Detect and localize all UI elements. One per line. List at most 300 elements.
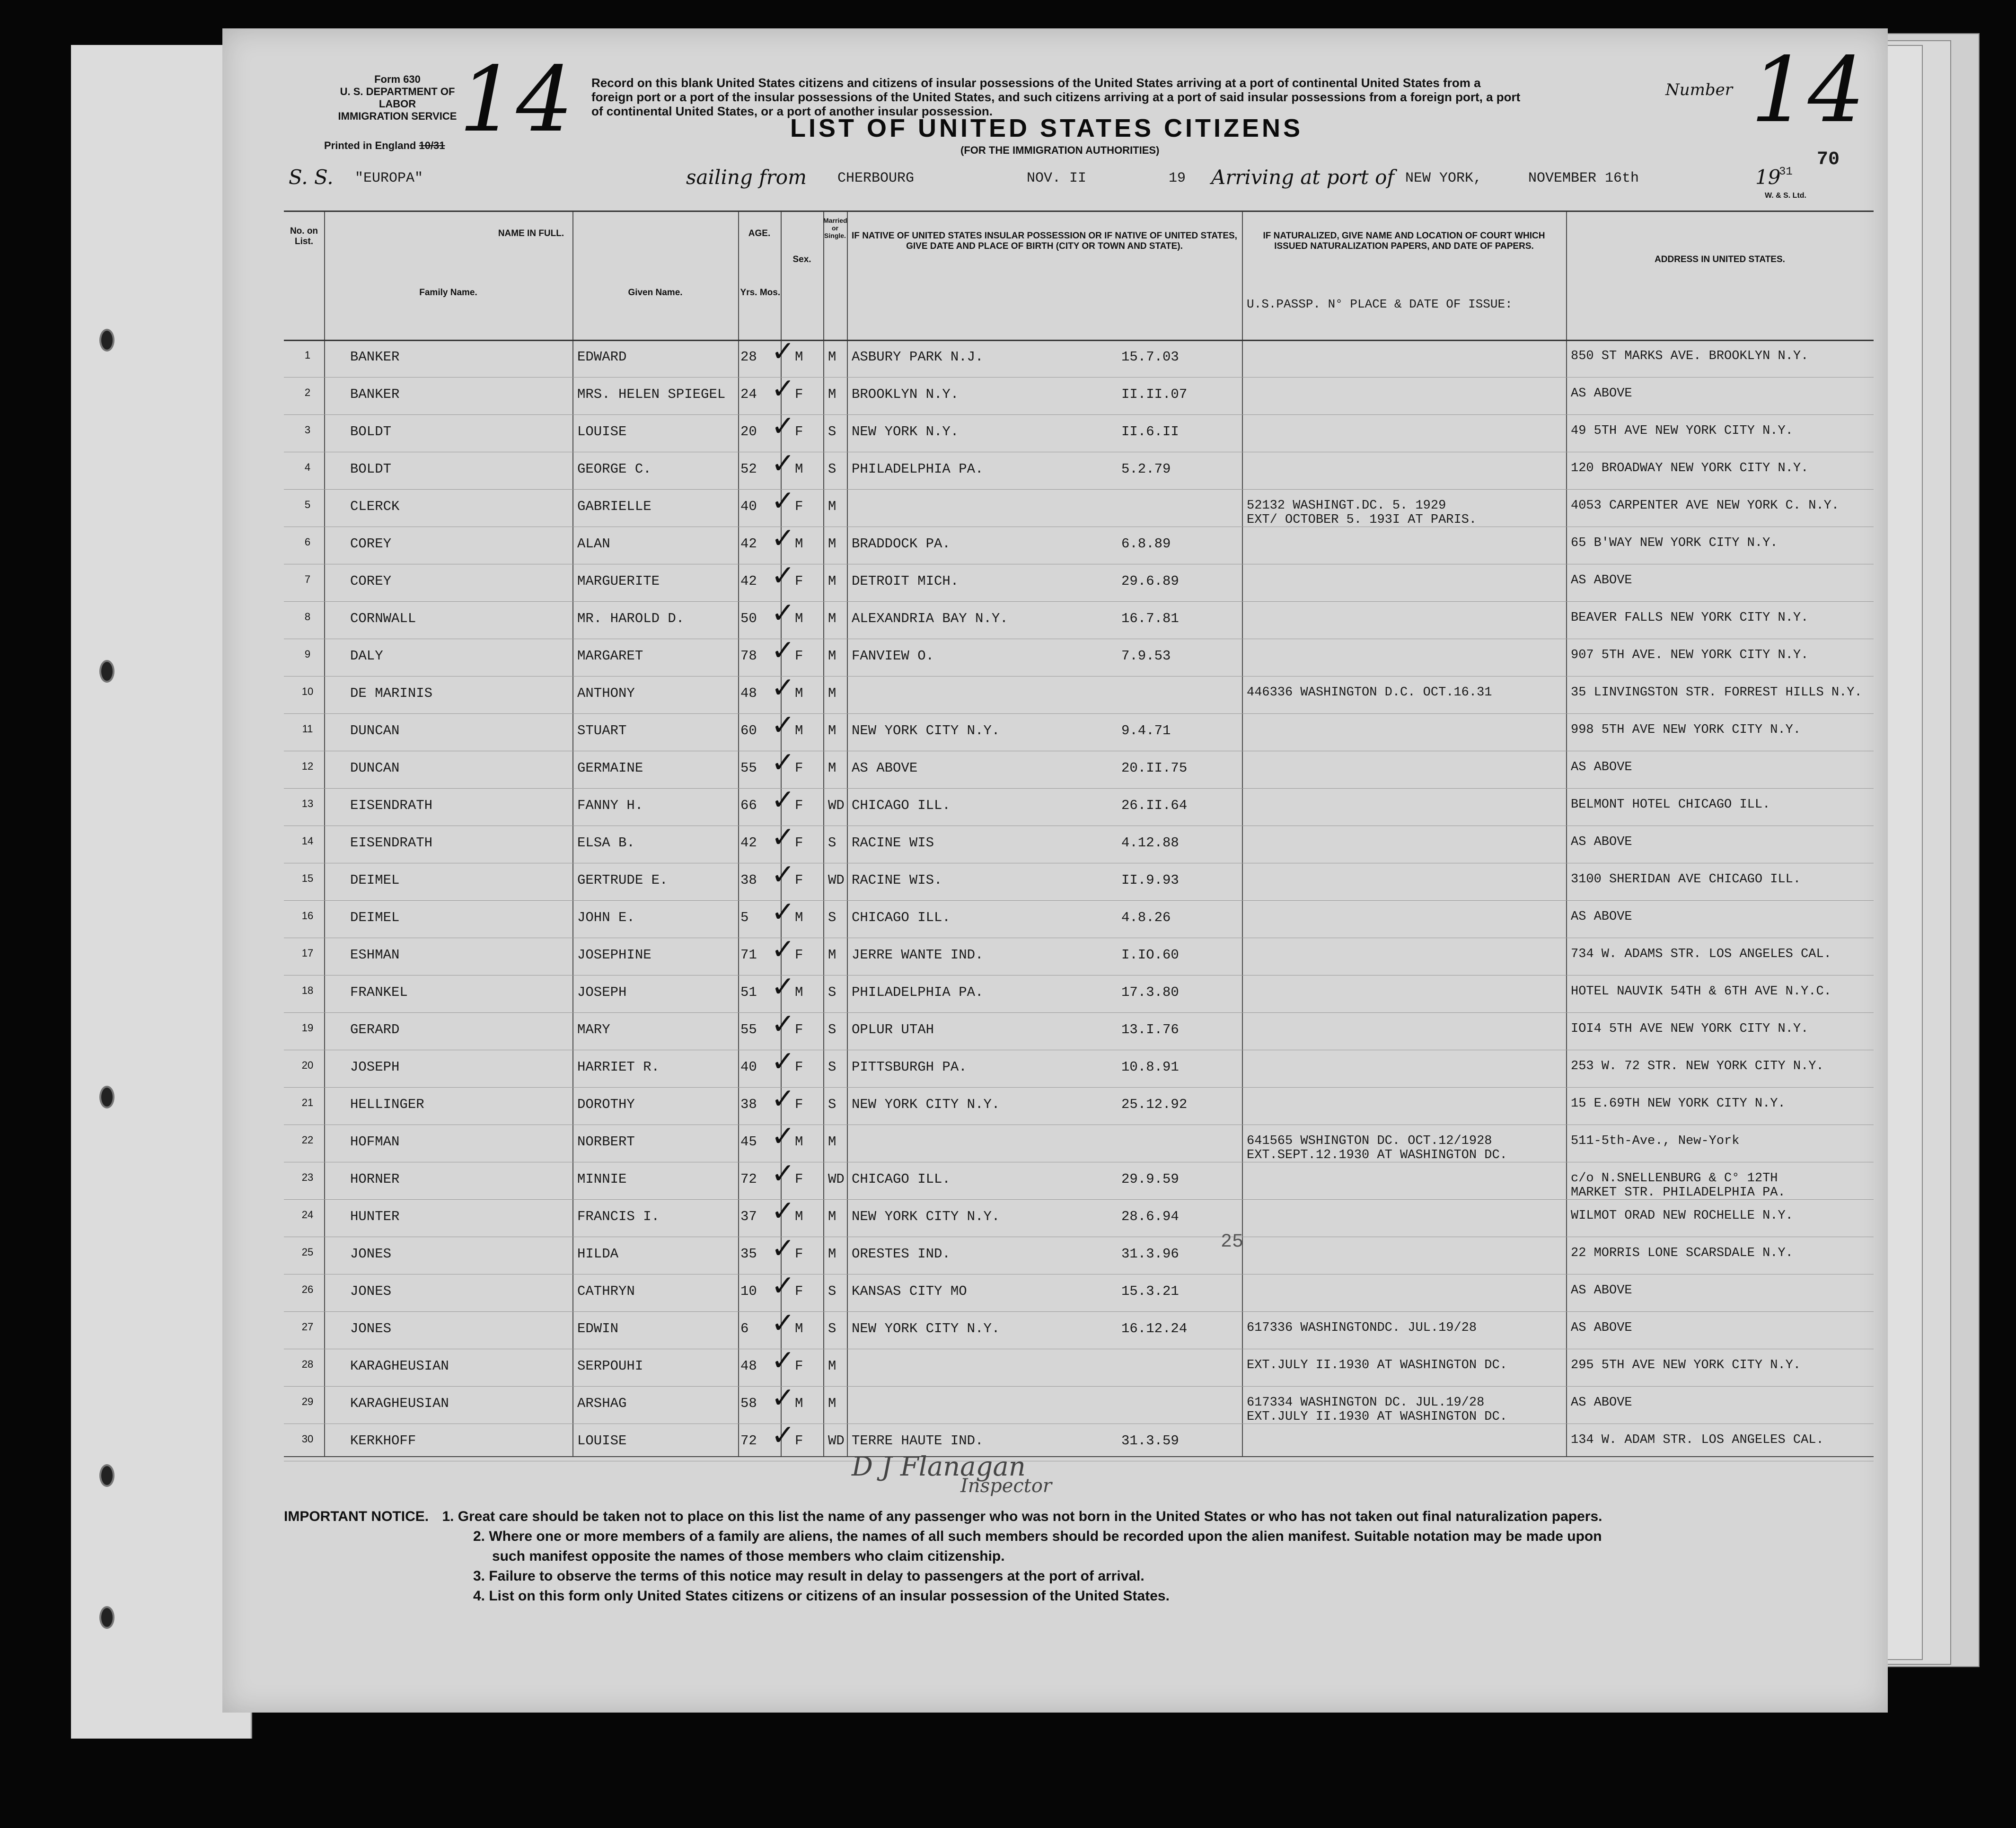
arriving-label: Arriving at port of	[1211, 166, 1394, 189]
table-row	[284, 1307, 1874, 1349]
instructions	[591, 76, 1689, 118]
given-name: ELSA B.	[577, 835, 635, 851]
table-row	[284, 896, 1874, 938]
table-row	[284, 522, 1874, 564]
col-passport: U.S.PASSP. N° PLACE & DATE OF ISSUE:	[1247, 297, 1513, 311]
address: HOTEL NAUVIK 54TH & 6TH AVE N.Y.C.	[1571, 984, 1831, 999]
age-years: 52	[740, 461, 757, 477]
family-name: CLERCK	[350, 499, 400, 514]
col-sex: Sex.	[792, 255, 811, 264]
age-years: 35	[740, 1246, 757, 1262]
page-title: LIST OF UNITED STATES CITIZENS	[790, 114, 1303, 142]
row-number: 26	[301, 1283, 314, 1295]
birth-date: 29.9.59	[1121, 1171, 1179, 1187]
departure-date: NOV. II	[1027, 170, 1087, 186]
marital-status: M	[828, 1134, 836, 1150]
marital-status: M	[828, 1396, 836, 1411]
instruction-line: foreign port or a port of the insular possessions of the United States, and such citizens arriving at a port of said insular possessions from a foreign port, a port	[591, 90, 1521, 104]
birth-date: 16.12.24	[1121, 1321, 1188, 1336]
birth-place: CHICAGO ILL.	[852, 798, 951, 813]
given-name: JOSEPHINE	[577, 947, 651, 963]
sex: F	[795, 648, 803, 664]
marital-status: M	[828, 723, 836, 738]
table-row	[284, 671, 1874, 714]
family-name: BANKER	[350, 387, 400, 402]
sex: M	[795, 349, 803, 365]
family-name: KARAGHEUSIAN	[350, 1358, 449, 1374]
binding-hole-icon	[99, 1086, 114, 1108]
checkmark-icon: ✓	[771, 484, 795, 518]
sex: M	[795, 536, 803, 552]
marital-status: M	[828, 387, 836, 402]
age-years: 42	[740, 573, 757, 589]
birth-date: 15.3.21	[1121, 1283, 1179, 1299]
birth-date: 9.4.71	[1121, 723, 1171, 738]
birth-place: ASBURY PARK N.J.	[852, 349, 984, 365]
sex: M	[795, 611, 803, 626]
table-row	[284, 1269, 1874, 1312]
notice-item: 2. Where one or more members of a family are aliens, the names of all such members should be recorded upon the alien manifest. Suitable notation may be made upon	[473, 1529, 1602, 1544]
age-years: 50	[740, 611, 757, 626]
row-number: 29	[301, 1396, 314, 1407]
checkmark-icon: ✓	[771, 1419, 795, 1452]
marital-status: M	[828, 573, 836, 589]
age-years: 71	[740, 947, 757, 963]
row-number: 23	[301, 1171, 314, 1183]
service: IMMIGRATION SERVICE	[338, 110, 457, 122]
row-number: 10	[301, 686, 314, 697]
given-name: EDWARD	[577, 349, 627, 365]
address: 295 5TH AVE NEW YORK CITY N.Y.	[1571, 1358, 1801, 1372]
row-number: 11	[302, 723, 313, 735]
address-line-2: MARKET STR. PHILADELPHIA PA.	[1571, 1186, 1786, 1200]
row-number: 19	[301, 1022, 314, 1034]
given-name: JOSEPH	[577, 984, 627, 1000]
age-years: 51	[740, 984, 757, 1000]
family-name: FRANKEL	[350, 984, 408, 1000]
address: AS ABOVE	[1571, 760, 1632, 774]
family-name: JONES	[350, 1246, 392, 1262]
form-number: Form 630	[374, 73, 421, 85]
checkmark-icon: ✓	[771, 1195, 795, 1228]
address: 15 E.69TH NEW YORK CITY N.Y.	[1571, 1097, 1786, 1111]
age-years: 20	[740, 424, 757, 439]
checkmark-icon: ✓	[771, 335, 795, 368]
table-row	[284, 1381, 1874, 1424]
birth-place: KANSAS CITY MO	[852, 1283, 967, 1299]
marital-status: S	[828, 1283, 836, 1299]
given-name: DOROTHY	[577, 1097, 635, 1112]
arrival-year-prefix: 19	[1755, 166, 1781, 189]
birth-place: JERRE WANTE IND.	[852, 947, 984, 963]
marital-status: M	[828, 686, 836, 701]
birth-date: I.IO.60	[1121, 947, 1179, 963]
age-years: 72	[740, 1171, 757, 1187]
given-name: STUART	[577, 723, 627, 738]
notice-heading: IMPORTANT NOTICE.	[284, 1509, 429, 1524]
birth-place: NEW YORK N.Y.	[852, 424, 959, 439]
given-name: EDWIN	[577, 1321, 619, 1336]
row-number: 25	[301, 1246, 314, 1258]
address: 3100 SHERIDAN AVE CHICAGO ILL.	[1571, 872, 1801, 887]
address: c/o N.SNELLENBURG & C° 12TH	[1571, 1171, 1778, 1186]
sex: M	[795, 910, 803, 925]
birth-place: RACINE WIS	[852, 835, 934, 851]
table-row	[284, 1008, 1874, 1050]
sex: F	[795, 499, 803, 514]
birth-date: 6.8.89	[1121, 536, 1171, 552]
table-row	[284, 447, 1874, 490]
checkmark-icon: ✓	[771, 1157, 795, 1190]
sex: M	[795, 723, 803, 738]
birth-place: CHICAGO ILL.	[852, 1171, 951, 1187]
row-number: 22	[301, 1134, 314, 1146]
row-number: 24	[301, 1209, 314, 1221]
sex: M	[795, 1134, 803, 1150]
row-number: 27	[301, 1321, 314, 1333]
marital-status: S	[828, 835, 836, 851]
given-name: FRANCIS I.	[577, 1209, 660, 1224]
birth-date: 20.II.75	[1121, 760, 1188, 776]
sex: F	[795, 872, 803, 888]
sex: M	[795, 984, 803, 1000]
checkmark-icon: ✓	[771, 896, 795, 929]
age-years: 45	[740, 1134, 757, 1150]
col-married: Married or Single.	[823, 217, 847, 239]
passport-info: 617336 WASHINGTONDC. JUL.19/28	[1247, 1321, 1477, 1335]
page-number-seventy: 70	[1817, 149, 1840, 170]
row-number: 4	[304, 461, 311, 473]
department: U. S. DEPARTMENT OF LABOR	[340, 86, 455, 110]
family-name: HELLINGER	[350, 1097, 424, 1112]
col-given: Given Name.	[628, 288, 683, 298]
given-name: GABRIELLE	[577, 499, 651, 514]
table-row	[284, 709, 1874, 751]
table-row	[284, 1419, 1874, 1461]
checkmark-icon: ✓	[771, 522, 795, 555]
manifest-sheet	[222, 28, 1888, 1713]
birth-date: 25.12.92	[1121, 1097, 1188, 1112]
row-number: 28	[301, 1358, 314, 1370]
table-row	[284, 559, 1874, 602]
col-yrs: Yrs.	[740, 288, 757, 298]
checkmark-icon: ✓	[771, 783, 795, 817]
row-number: 18	[301, 984, 314, 996]
notice-item: 4. List on this form only United States citizens or citizens of an insular possession of the United States.	[473, 1588, 1170, 1604]
sex: M	[795, 1209, 803, 1224]
col-naturalized: IF NATURALIZED, GIVE NAME AND LOCATION OF COURT WHICH ISSUED NATURALIZATION PAPERS, AND DATE OF PAPERS.	[1263, 231, 1545, 251]
table-row	[284, 858, 1874, 901]
address: AS ABOVE	[1571, 1283, 1632, 1298]
table-row	[284, 1157, 1874, 1200]
address: 120 BROADWAY NEW YORK CITY N.Y.	[1571, 461, 1809, 475]
address: 134 W. ADAM STR. LOS ANGELES CAL.	[1571, 1433, 1824, 1447]
birth-date: 5.2.79	[1121, 461, 1171, 477]
address: WILMOT ORAD NEW ROCHELLE N.Y.	[1571, 1209, 1793, 1223]
binding-hole-icon	[99, 329, 114, 352]
printed-line	[324, 140, 445, 152]
checkmark-icon: ✓	[771, 746, 795, 779]
given-name: HILDA	[577, 1246, 619, 1262]
family-name: JONES	[350, 1321, 392, 1336]
address: AS ABOVE	[1571, 910, 1632, 924]
address: AS ABOVE	[1571, 1321, 1632, 1335]
address: 4053 CARPENTER AVE NEW YORK C. N.Y.	[1571, 499, 1840, 513]
col-birth: IF NATIVE OF UNITED STATES INSULAR POSSESSION OR IF NATIVE OF UNITED STATES, GIVE DATE AND PLACE OF BIRTH (CITY OR TOWN AND STATE).	[852, 231, 1237, 251]
binding-hole-icon	[99, 1464, 114, 1487]
address: 850 ST MARKS AVE. BROOKLYN N.Y.	[1571, 349, 1809, 363]
col-no: No. on List.	[290, 226, 318, 246]
sex: F	[795, 1246, 803, 1262]
row-number: 9	[304, 648, 311, 660]
family-name: BANKER	[350, 349, 400, 365]
family-name: BOLDT	[350, 424, 392, 439]
col-family: Family Name.	[419, 288, 477, 298]
given-name: MINNIE	[577, 1171, 627, 1187]
marital-status: M	[828, 611, 836, 626]
passport-info: 446336 WASHINGTON D.C. OCT.16.31	[1247, 686, 1492, 700]
address: 253 W. 72 STR. NEW YORK CITY N.Y.	[1571, 1059, 1824, 1073]
sex: F	[795, 387, 803, 402]
address: 998 5TH AVE NEW YORK CITY N.Y.	[1571, 723, 1801, 737]
given-name: FANNY H.	[577, 798, 643, 813]
given-name: LOUISE	[577, 1433, 627, 1449]
age-years: 72	[740, 1433, 757, 1449]
family-name: HORNER	[350, 1171, 400, 1187]
given-name: GEORGE C.	[577, 461, 651, 477]
given-name: MARGARET	[577, 648, 643, 664]
given-name: NORBERT	[577, 1134, 635, 1150]
row-number: 12	[301, 760, 314, 772]
row-number: 6	[304, 536, 311, 548]
notice-item: 1. Great care should be taken not to place on this list the name of any passenger who was not born in the United States or who has not taken out final naturalization papers.	[442, 1509, 1602, 1524]
given-name: JOHN E.	[577, 910, 635, 925]
binding-hole-icon	[99, 660, 114, 683]
given-name: LOUISE	[577, 424, 627, 439]
passenger-table	[284, 211, 1874, 1497]
family-name: HOFMAN	[350, 1134, 400, 1150]
age-years: 38	[740, 1097, 757, 1112]
marital-status: M	[828, 349, 836, 365]
given-name: HARRIET R.	[577, 1059, 660, 1075]
marital-status: M	[828, 536, 836, 552]
checkmark-icon: ✓	[771, 372, 795, 405]
margin-note: 25	[1221, 1231, 1244, 1253]
birth-place: FANVIEW O.	[852, 648, 934, 664]
address: AS ABOVE	[1571, 1396, 1632, 1410]
checkmark-icon: ✓	[771, 821, 795, 854]
given-name: GERTRUDE E.	[577, 872, 668, 888]
birth-place: TERRE HAUTE IND.	[852, 1433, 984, 1449]
row-number: 13	[301, 798, 314, 809]
sex: F	[795, 424, 803, 439]
checkmark-icon: ✓	[771, 1232, 795, 1265]
age-years: 78	[740, 648, 757, 664]
address: 35 LINVINGSTON STR. FORREST HILLS N.Y.	[1571, 686, 1862, 700]
checkmark-icon: ✓	[771, 709, 795, 742]
birth-place: BRADDOCK PA.	[852, 536, 951, 552]
sex: F	[795, 1171, 803, 1187]
address: 22 MORRIS LONE SCARSDALE N.Y.	[1571, 1246, 1793, 1260]
address: AS ABOVE	[1571, 387, 1632, 401]
row-number: 15	[301, 872, 314, 884]
sailing-label: sailing from	[686, 166, 807, 189]
sex: M	[795, 686, 803, 701]
age-years: 10	[740, 1283, 757, 1299]
row-number: 17	[301, 947, 314, 959]
marital-status: S	[828, 461, 836, 477]
row-number: 20	[301, 1059, 314, 1071]
table-row	[284, 1120, 1874, 1162]
birth-date: II.9.93	[1121, 872, 1179, 888]
checkmark-icon: ✓	[771, 970, 795, 1003]
sex: M	[795, 1321, 803, 1336]
arrival-year: 31	[1779, 166, 1793, 178]
instruction-line: of continental United States, or a port of another insular possession.	[591, 104, 993, 118]
inspector-signature: D J Flanagan	[852, 1451, 1026, 1482]
arrival-port: NEW YORK,	[1405, 170, 1482, 186]
birth-place: BROOKLYN N.Y.	[852, 387, 959, 402]
birth-date: 29.6.89	[1121, 573, 1179, 589]
row-number: 5	[304, 499, 311, 510]
birth-date: II.6.II	[1121, 424, 1179, 439]
passport-extension: EXT.SEPT.12.1930 AT WASHINGTON DC.	[1247, 1148, 1507, 1162]
row-number: 8	[304, 611, 311, 623]
birth-date: II.II.07	[1121, 387, 1188, 402]
given-name: MR. HAROLD D.	[577, 611, 685, 626]
table-row	[284, 1045, 1874, 1088]
sex: M	[795, 1396, 803, 1411]
binding-hole-icon	[99, 1606, 114, 1629]
age-years: 58	[740, 1396, 757, 1411]
marital-status: M	[828, 1358, 836, 1374]
sex: F	[795, 1283, 803, 1299]
age-years: 6	[740, 1321, 749, 1336]
address: BEAVER FALLS NEW YORK CITY N.Y.	[1571, 611, 1809, 625]
checkmark-icon: ✓	[771, 597, 795, 630]
birth-place: OPLUR UTAH	[852, 1022, 934, 1037]
birth-place: AS ABOVE	[852, 760, 918, 776]
marital-status: M	[828, 1209, 836, 1224]
family-name: GERARD	[350, 1022, 400, 1037]
row-number: 21	[301, 1097, 314, 1108]
age-years: 48	[740, 686, 757, 701]
row-number: 2	[304, 387, 311, 398]
departure-port: CHERBOURG	[837, 170, 915, 186]
marital-status: S	[828, 1059, 836, 1075]
given-name: ANTHONY	[577, 686, 635, 701]
table-row	[284, 821, 1874, 863]
table-row	[284, 746, 1874, 789]
table-row	[284, 1232, 1874, 1274]
col-mos: Mos.	[759, 288, 781, 298]
birth-date: 4.12.88	[1121, 835, 1179, 851]
marital-status: M	[828, 648, 836, 664]
birth-date: 10.8.91	[1121, 1059, 1179, 1075]
marital-status: M	[828, 499, 836, 514]
birth-place: ORESTES IND.	[852, 1246, 951, 1262]
given-name: SERPOUHI	[577, 1358, 643, 1374]
age-years: 28	[740, 349, 757, 365]
table-row	[284, 484, 1874, 527]
given-name: CATHRYN	[577, 1283, 635, 1299]
family-name: EISENDRATH	[350, 798, 433, 813]
sex: F	[795, 947, 803, 963]
table-row	[284, 1344, 1874, 1387]
birth-date: 31.3.59	[1121, 1433, 1179, 1449]
address: 907 5TH AVE. NEW YORK CITY N.Y.	[1571, 648, 1809, 662]
inspector-title: Inspector	[960, 1475, 1052, 1497]
family-name: JONES	[350, 1283, 392, 1299]
checkmark-icon: ✓	[771, 1269, 795, 1302]
marital-status: M	[828, 947, 836, 963]
notice-item: such manifest opposite the names of those members who claim citizenship.	[492, 1548, 1005, 1564]
row-number: 30	[301, 1433, 314, 1445]
birth-date: 15.7.03	[1121, 349, 1179, 365]
family-name: HUNTER	[350, 1209, 400, 1224]
age-years: 66	[740, 798, 757, 813]
address: 511-5th-Ave., New-York	[1571, 1134, 1740, 1148]
birth-place: PITTSBURGH PA.	[852, 1059, 967, 1075]
marital-status: M	[828, 1246, 836, 1262]
passport-info: 52132 WASHINGT.DC. 5. 1929	[1247, 499, 1446, 513]
birth-date: 17.3.80	[1121, 984, 1179, 1000]
printer-mark: W. & S. Ltd.	[1765, 192, 1806, 200]
notice-item: 3. Failure to observe the terms of this notice may result in delay to passengers at the port of arrival.	[473, 1568, 1144, 1584]
page-subtitle: (FOR THE IMMIGRATION AUTHORITIES)	[960, 144, 1160, 156]
marital-status: WD	[828, 872, 845, 888]
row-number: 16	[301, 910, 314, 922]
sex: M	[795, 461, 803, 477]
birth-place: PHILADELPHIA PA.	[852, 984, 984, 1000]
marital-status: S	[828, 1097, 836, 1112]
marital-status: WD	[828, 1171, 845, 1187]
given-name: MRS. HELEN SPIEGEL	[577, 387, 726, 402]
table-row	[284, 597, 1874, 639]
family-name: ESHMAN	[350, 947, 400, 963]
family-name: KARAGHEUSIAN	[350, 1396, 449, 1411]
checkmark-icon: ✓	[771, 671, 795, 704]
family-name: DUNCAN	[350, 723, 400, 738]
checkmark-icon: ✓	[771, 1008, 795, 1041]
birth-date: 4.8.26	[1121, 910, 1171, 925]
printed-label: Printed in England	[324, 140, 416, 151]
table-row	[284, 410, 1874, 452]
checkmark-icon: ✓	[771, 1381, 795, 1415]
col-age: AGE.	[748, 228, 771, 238]
age-years: 42	[740, 536, 757, 552]
address: AS ABOVE	[1571, 573, 1632, 588]
marital-status: S	[828, 984, 836, 1000]
family-name: EISENDRATH	[350, 835, 433, 851]
table-row	[284, 933, 1874, 976]
birth-date: 16.7.81	[1121, 611, 1179, 626]
birth-place: PHILADELPHIA PA.	[852, 461, 984, 477]
important-notice	[284, 1507, 1883, 1606]
address: 65 B'WAY NEW YORK CITY N.Y.	[1571, 536, 1778, 550]
given-name: GERMAINE	[577, 760, 643, 776]
checkmark-icon: ✓	[771, 634, 795, 667]
checkmark-icon: ✓	[771, 858, 795, 891]
sex: F	[795, 1097, 803, 1112]
checkmark-icon: ✓	[771, 933, 795, 966]
sex: F	[795, 1358, 803, 1374]
row-number: 7	[304, 573, 311, 585]
ss-label: S. S.	[289, 166, 334, 189]
table-row	[284, 634, 1874, 677]
birth-date: 7.9.53	[1121, 648, 1171, 664]
age-years: 48	[740, 1358, 757, 1374]
